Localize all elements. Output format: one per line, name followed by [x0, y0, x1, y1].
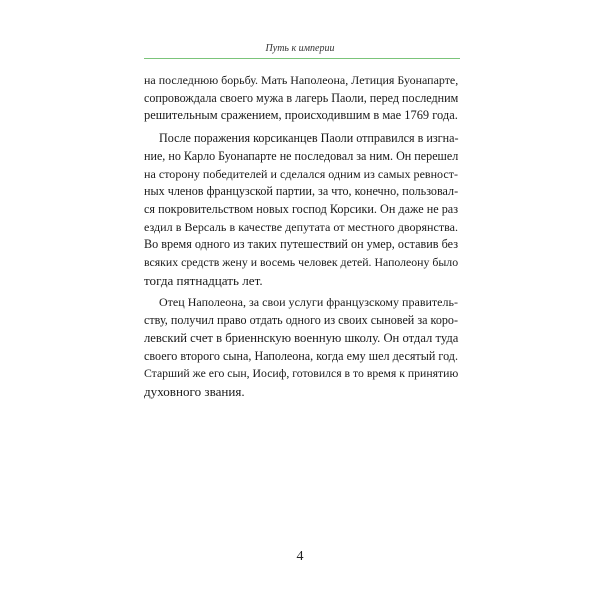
text-line: на последнюю борьбу. Мать Наполеона, Летиция Буонапарте, — [144, 73, 459, 87]
text-line: своего второго сына, Наполеона, когда ему шел десятый год. — [144, 348, 458, 363]
text-line: ездил в Версаль в качестве депутата от местного дворянства. — [144, 219, 458, 234]
text-line: Отец Наполеона, за свои услуги французскому правитель- — [159, 295, 458, 310]
paragraph-2 — [144, 130, 458, 289]
text-line: Старший же его сын, Иосиф, готовился в то время к принятию — [144, 367, 459, 381]
paragraph-1 — [144, 72, 458, 125]
text-line: ству, получил право отдать одного из своих сыновей за коро- — [144, 313, 458, 328]
text-line: ных членов французской партии, за что, конечно, пользовал- — [144, 184, 459, 199]
page-number: 4 — [296, 549, 304, 564]
text-line: ся покровительством новых господ Корсики. Он даже не раз — [144, 201, 458, 216]
text-line: решительным сражением, происходившим в мае 1769 года. — [144, 108, 458, 123]
text-line: тогда пятнадцать лет. — [144, 272, 263, 288]
text-line: Во время одного из таких путешествий он умер, оставив без — [144, 237, 458, 252]
text-line: на сторону победителей и сделался одним из самых ревност- — [144, 166, 458, 181]
header-rule — [144, 58, 460, 59]
text-line: ние, но Карло Буонапарте не последовал за ним. Он перешел — [144, 148, 459, 163]
body-text — [144, 72, 458, 406]
running-head: Путь к империи — [265, 43, 335, 54]
text-line: всяких средств жену и восемь человек детей. Наполеону было — [144, 255, 459, 270]
text-line: левский счет в бриеннскую военную школу. Он отдал туда — [144, 330, 459, 345]
paragraph-3 — [144, 294, 458, 400]
text-line: сопровождала своего мужа в лагерь Паоли, перед последним — [144, 90, 459, 105]
text-line: После поражения корсиканцев Паоли отправился в изгна- — [159, 131, 459, 146]
text-line: духовного звания. — [144, 383, 245, 399]
